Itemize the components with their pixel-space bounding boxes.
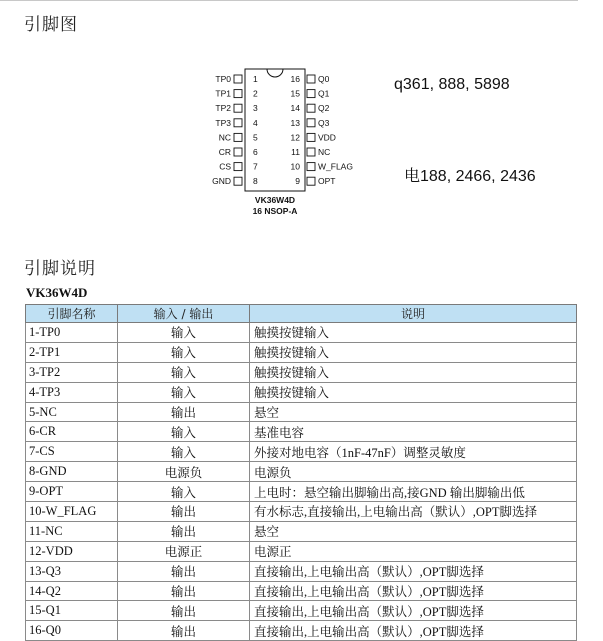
io-cell: 电源负: [118, 462, 250, 482]
note-phone: 电188, 2466, 2436: [404, 168, 536, 185]
chip-package: 16 NSOP-A: [252, 206, 298, 216]
description-cell: 触摸按键输入: [250, 323, 577, 343]
right-pin-name: NC: [318, 147, 331, 157]
left-pin-pad: [234, 177, 242, 185]
table-row: [26, 482, 577, 502]
description-cell: 电源正: [250, 541, 577, 561]
table-row: [26, 382, 577, 402]
left-pin-name: NC: [218, 132, 231, 143]
pin-name-cell: 15-Q1: [26, 601, 118, 621]
right-pin-number: 16: [290, 74, 300, 84]
right-pin-pad: [307, 104, 315, 112]
left-pin-number: 2: [253, 88, 258, 99]
left-pin-name: CR: [218, 147, 231, 157]
pin-name-cell: 4-TP3: [26, 382, 118, 402]
table-row: [26, 601, 577, 621]
table-row: [26, 581, 577, 601]
description-cell: 电源负: [250, 462, 577, 482]
right-pin-name: Q1: [318, 88, 330, 99]
chip-body: [245, 69, 305, 191]
pin-name-cell: 9-OPT: [26, 482, 118, 502]
left-pin-pad: [234, 148, 242, 156]
right-pin-pad: [307, 163, 315, 171]
pin-name-cell: 10-W_FLAG: [26, 502, 118, 522]
pinout-heading: 引脚图: [24, 15, 78, 35]
pin-name-cell: 1-TP0: [26, 323, 118, 343]
pin-name-cell: 11-NC: [26, 521, 118, 541]
left-pin-pad: [234, 119, 242, 127]
io-cell: 输入: [118, 323, 250, 343]
left-pin-name: TP0: [215, 74, 231, 84]
description-cell: 触摸按键输入: [250, 342, 577, 362]
left-pin-name: TP2: [215, 103, 231, 114]
left-pin-number: 5: [253, 132, 258, 143]
description-cell: 悬空: [250, 521, 577, 541]
right-pin-pad: [307, 177, 315, 185]
right-pin-number: 12: [290, 132, 300, 143]
pin-name-cell: 5-NC: [26, 402, 118, 422]
right-pin-name: Q2: [318, 103, 330, 114]
io-cell: 输入: [118, 382, 250, 402]
io-cell: 输入: [118, 482, 250, 502]
right-pin-pad: [307, 75, 315, 83]
description-heading: 引脚说明: [24, 259, 96, 279]
right-pin-pad: [307, 148, 315, 156]
io-cell: 输入: [118, 422, 250, 442]
io-cell: 输出: [118, 581, 250, 601]
column-header-io: 输入 / 输出: [118, 305, 250, 323]
pin-name-cell: 7-CS: [26, 442, 118, 462]
table-row: [26, 402, 577, 422]
right-pin-pad: [307, 90, 315, 98]
pin-name-cell: 14-Q2: [26, 581, 118, 601]
description-cell: 基准电容: [250, 422, 577, 442]
io-cell: 输入: [118, 442, 250, 462]
right-pin-name: OPT: [318, 176, 336, 187]
left-pin-pad: [234, 90, 242, 98]
right-pin-pad: [307, 133, 315, 141]
io-cell: 输出: [118, 402, 250, 422]
table-row: [26, 462, 577, 482]
description-cell: 直接输出,上电输出高（默认）,OPT脚选择: [250, 581, 577, 601]
io-cell: 输出: [118, 621, 250, 641]
description-cell: 外接对地电容（1nF-47nF）调整灵敏度: [250, 442, 577, 462]
description-cell: 直接输出,上电输出高（默认）,OPT脚选择: [250, 621, 577, 641]
right-pin-number: 11: [291, 147, 300, 157]
description-cell: 触摸按键输入: [250, 382, 577, 402]
description-cell: 有水标志,直接输出,上电输出高（默认）,OPT脚选择: [250, 502, 577, 522]
left-pin-pad: [234, 133, 242, 141]
table-row: [26, 502, 577, 522]
right-pin-pad: [307, 119, 315, 127]
table-row: [26, 442, 577, 462]
io-cell: 输出: [118, 521, 250, 541]
description-cell: 上电时：悬空输出脚输出高,接GND 输出脚输出低: [250, 482, 577, 502]
description-cell: 直接输出,上电输出高（默认）,OPT脚选择: [250, 601, 577, 621]
pin-name-cell: 13-Q3: [26, 561, 118, 581]
pin-name-cell: 12-VDD: [26, 541, 118, 561]
description-cell: 悬空: [250, 402, 577, 422]
right-pin-number: 14: [290, 103, 300, 114]
right-pin-name: Q0: [318, 74, 330, 84]
right-pin-name: VDD: [318, 132, 336, 143]
table-row: [26, 521, 577, 541]
left-pin-name: TP3: [215, 117, 231, 128]
left-pin-pad: [234, 75, 242, 83]
note-qq: q361, 888, 5898: [394, 76, 510, 93]
left-pin-name: GND: [212, 176, 231, 187]
left-pin-pad: [234, 104, 242, 112]
pin-name-cell: 16-Q0: [26, 621, 118, 641]
io-cell: 输出: [118, 561, 250, 581]
table-row: [26, 422, 577, 442]
column-header-name: 引脚名称: [26, 305, 118, 323]
chip-name: VK36W4D: [254, 195, 296, 205]
left-pin-number: 3: [253, 103, 258, 114]
pin-name-cell: 3-TP2: [26, 362, 118, 382]
right-pin-name: Q3: [318, 117, 330, 128]
right-pin-number: 13: [290, 117, 300, 128]
description-cell: 触摸按键输入: [250, 362, 577, 382]
left-pin-number: 7: [253, 161, 258, 172]
description-cell: 直接输出,上电输出高（默认）,OPT脚选择: [250, 561, 577, 581]
column-header-desc: 说明: [250, 305, 577, 323]
pin-name-cell: 2-TP1: [26, 342, 118, 362]
table-header-row: [26, 305, 577, 323]
right-pin-number: 15: [290, 88, 300, 99]
pinout-diagram: [205, 64, 375, 219]
top-divider: [0, 0, 578, 1]
pin-name-cell: 6-CR: [26, 422, 118, 442]
table-row: [26, 342, 577, 362]
table-row: [26, 561, 577, 581]
io-cell: 输入: [118, 362, 250, 382]
left-pin-number: 1: [253, 74, 258, 84]
io-cell: 输出: [118, 502, 250, 522]
right-pin-number: 10: [290, 161, 300, 172]
left-pin-number: 4: [253, 117, 258, 128]
pin-table: [25, 304, 577, 641]
right-pin-number: 9: [295, 176, 300, 187]
io-cell: 输出: [118, 601, 250, 621]
left-pin-name: CS: [219, 161, 231, 172]
table-row: [26, 541, 577, 561]
table-row: [26, 362, 577, 382]
io-cell: 输入: [118, 342, 250, 362]
chip-label: VK36W4D: [26, 285, 88, 300]
io-cell: 电源正: [118, 541, 250, 561]
right-pin-name: W_FLAG: [318, 161, 353, 172]
pin-name-cell: 8-GND: [26, 462, 118, 482]
left-pin-number: 6: [253, 147, 258, 157]
left-pin-pad: [234, 163, 242, 171]
left-pin-number: 8: [253, 176, 258, 187]
left-pin-name: TP1: [215, 88, 231, 99]
table-row: [26, 323, 577, 343]
